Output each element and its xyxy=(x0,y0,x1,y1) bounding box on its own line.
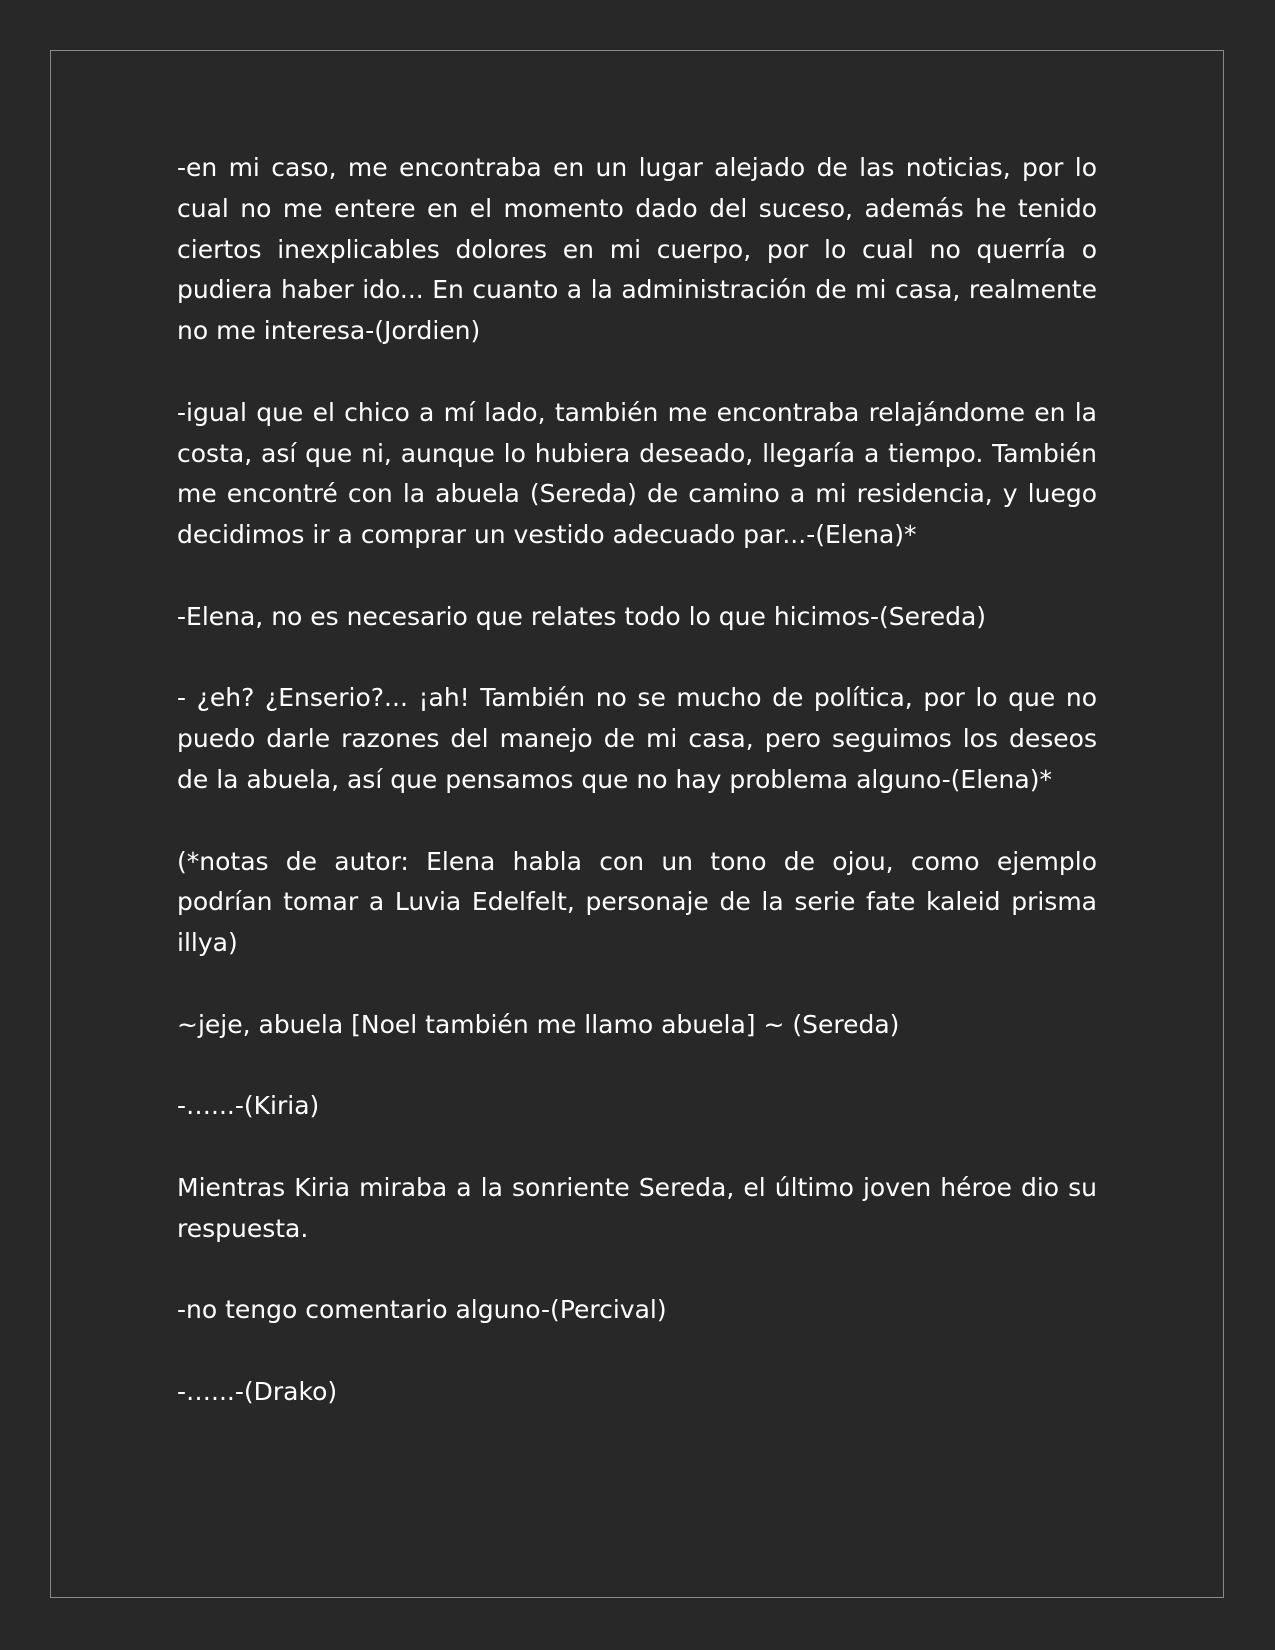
paragraph-jordien-answer: -en mi caso, me encontraba en un lugar alejado de las noticias, por lo cual no me entere en el momento dado del suceso, además he tenido ciertos inexplicables dolores en mi cuerpo, por lo cual no querría o pudiera haber ido... En cuanto a la administración de mi casa, realmente no me interesa-(Jordien) xyxy=(177,153,1097,346)
paragraph-author-note: (*notas de autor: Elena habla con un tono de ojou, como ejemplo podrían tomar a Luvia Edelfelt, personaje de la serie fate kaleid prisma illya) xyxy=(177,846,1097,958)
paragraph-drako-silence: -…...-(Drako) xyxy=(177,1376,338,1406)
paragraph-elena-answer: -igual que el chico a mí lado, también me encontraba relajándome en la costa, así que ni, aunque lo hubiera deseado, llegaría a tiempo. También me encontré con la abuela (Sereda) de camino a mi residencia, y luego decidimos ir a comprar un vestido adecuado par...-(Elena)* xyxy=(177,397,1097,550)
paragraph-percival-answer: -no tengo comentario alguno-(Percival) xyxy=(177,1295,667,1325)
document-body xyxy=(177,148,1097,1413)
paragraph-sereda-laugh: ~jeje, abuela [Noel también me llamo abuela] ~ (Sereda) xyxy=(177,1009,900,1039)
paragraph-elena-followup: - ¿eh? ¿Enserio?... ¡ah! También no se mucho de política, por lo que no puedo darle razones del manejo de mi casa, pero seguimos los deseos de la abuela, así que pensamos que no hay problema alguno-(Elena)* xyxy=(177,683,1097,794)
paragraph-kiria-silence: -…...-(Kiria) xyxy=(177,1091,320,1121)
paragraph-sereda-interrupt: -Elena, no es necesario que relates todo lo que hicimos-(Sereda) xyxy=(177,601,987,631)
paragraph-narration: Mientras Kiria miraba a la sonriente Sereda, el último joven héroe dio su respuesta. xyxy=(177,1172,1097,1243)
